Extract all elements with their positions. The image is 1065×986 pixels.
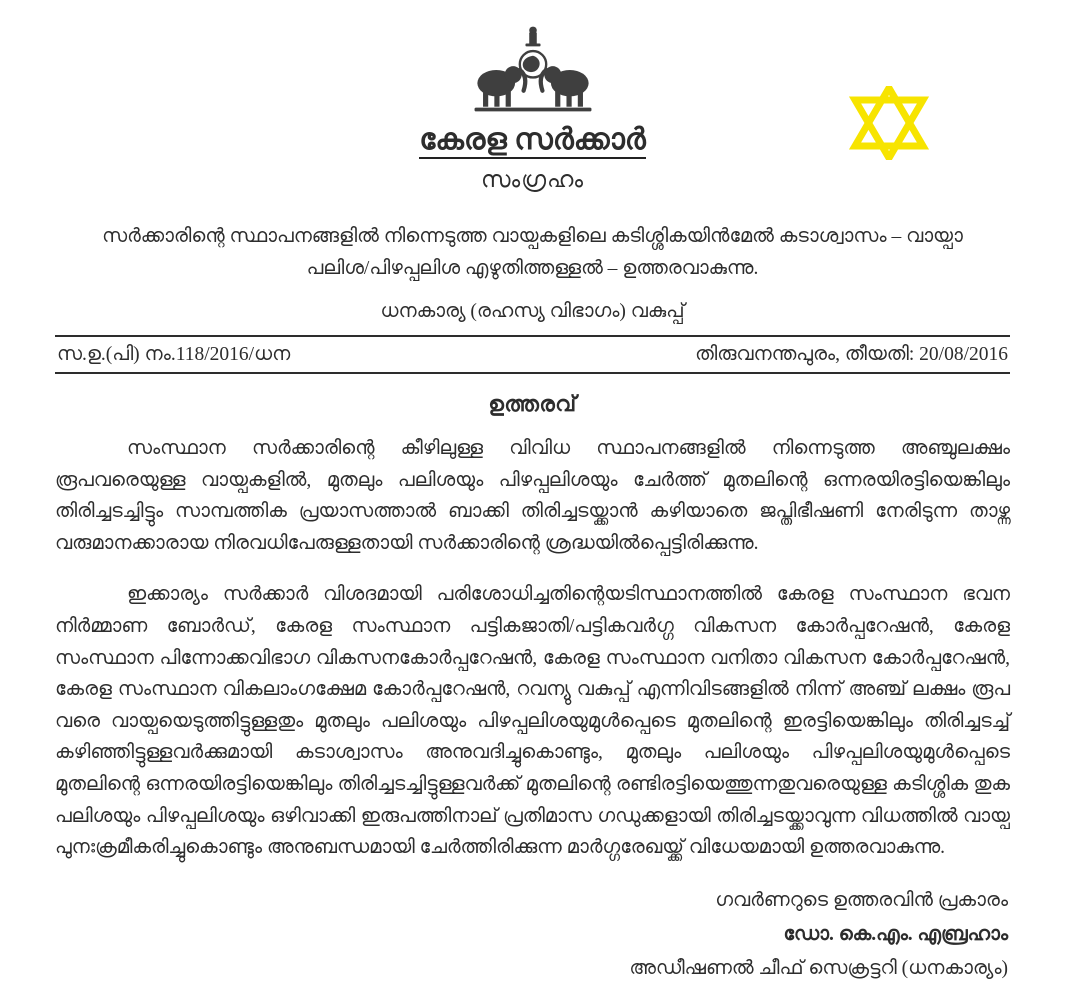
reference-bar xyxy=(55,335,1010,374)
abstract-heading: സംഗ്രഹം xyxy=(480,167,585,192)
abstract-text: സർക്കാരിന്റെ സ്ഥാപനങ്ങളിൽ നിന്നെടുത്ത വായ്പകളിലെ കടിശ്ശികയിൻമേൽ കടാശ്വാസം – വായ്പാ പലിശ/പിഴപ്പലിശ എഴുതിത്തള്ളൽ – ഉത്തരവാകുന്നു. xyxy=(102,226,963,279)
order-paragraph-1: സംസ്ഥാന സർക്കാരിന്റെ കീഴിലുള്ള വിവിധ സ്ഥാപനങ്ങളിൽ നിന്നെടുത്ത അഞ്ചുലക്ഷം രൂപവരെയുള്ള വായ്പകളിൽ, മുതലും പലിശയും പിഴപ്പലിശയും ചേർത്ത് മുതലിന്റെ ഒന്നരയിരട്ടിയെങ്കിലും തിരിച്ചടച്ചിട്ടും സാമ്പത്തിക പ്രയാസത്താൽ ബാക്കി തിരിച്ചടയ്ക്കാൻ കഴിയാതെ ജപ്തിഭീഷണി നേരിടുന്ന താഴ്ന്ന വരുമാനക്കാരായ നിരവധിപേരുള്ളതായി സർക്കാരിന്റെ ശ്രദ്ധയിൽപ്പെട്ടിരിക്കുന്നു. xyxy=(55,438,1010,554)
by-order-line: ഗവർണറുടെ ഉത്തരവിൻ പ്രകാരം xyxy=(715,889,1008,911)
place-and-date: തിരുവനന്തപുരം, തീയതി: 20/08/2016 xyxy=(695,344,1008,366)
order-heading: ഉത്തരവ് xyxy=(488,392,577,417)
signatory-name: ഡോ. കെ.എം. എബ്രഹാം xyxy=(783,923,1008,945)
highlight-star-icon xyxy=(849,86,929,160)
signature-block xyxy=(55,884,1010,986)
government-title-text: കേരള സർക്കാർ xyxy=(419,123,646,159)
order-number: സ.ഉ.(പി) നം.118/2016/ധന xyxy=(57,344,291,366)
signatory-designation: അഡീഷണൽ ചീഫ് സെക്രട്ടറി (ധനകാര്യം) xyxy=(629,957,1008,979)
order-paragraph-2: ഇക്കാര്യം സർക്കാർ വിശദമായി പരിശോധിച്ചതിന്റെയടിസ്ഥാനത്തിൽ കേരള സംസ്ഥാന ഭവന നിർമ്മാണ ബോർഡ്, കേരള സംസ്ഥാന പട്ടികജാതി/പട്ടികവർഗ്ഗ വികസന കോർപ്പറേഷൻ, കേരള സംസ്ഥാന പിന്നോക്കവിഭാഗ വികസനകോർപ്പറേഷൻ, കേരള സംസ്ഥാന വനിതാ വികസന കോർപ്പറേഷൻ, കേരള സംസ്ഥാന വികലാംഗക്ഷേമ കോർപ്പറേഷൻ, റവന്യു വകുപ്പ് എന്നിവിടങ്ങളിൽ നിന്ന് അഞ്ച് ലക്ഷം രൂപ വരെ വായ്പയെടുത്തിട്ടുള്ളതും മുതലും പലിശയും പിഴപ്പലിശയുമുൾപ്പെടെ മുതലിന്റെ ഇരട്ടിയെങ്കിലും തിരിച്ചടച്ച് കഴിഞ്ഞിട്ടുള്ളവർക്കുമായി കടാശ്വാസം അനുവദിച്ചുകൊണ്ടും, മുതലും പലിശയും പിഴപ്പലിശയുമുൾപ്പെടെ മുതലിന്റെ ഒന്നരയിരട്ടിയെങ്കിലും തിരിച്ചടച്ചിട്ടുള്ളവർക്ക് മുതലിന്റെ രണ്ടിരട്ടിയെത്തുന്നതുവരെയുള്ള കടിശ്ശിക തുക പലിശയും പിഴപ്പലിശയും ഒഴിവാക്കി ഇരുപത്തിനാല് പ്രതിമാസ ഗഡുക്കളായി തിരിച്ചടയ്ക്കാവുന്ന വിധത്തിൽ വായ്പ പുനഃക്രമീകരിച്ചുകൊണ്ടും അനുബന്ധമായി ചേർത്തിരിക്കുന്ന മാർഗ്ഗരേഖയ്ക്ക് വിധേയമായി ഉത്തരവാകുന്നു. xyxy=(55,584,1010,859)
department-line: ധനകാര്യ (രഹസ്യ വിഭാഗം) വകുപ്പ് xyxy=(380,301,685,323)
